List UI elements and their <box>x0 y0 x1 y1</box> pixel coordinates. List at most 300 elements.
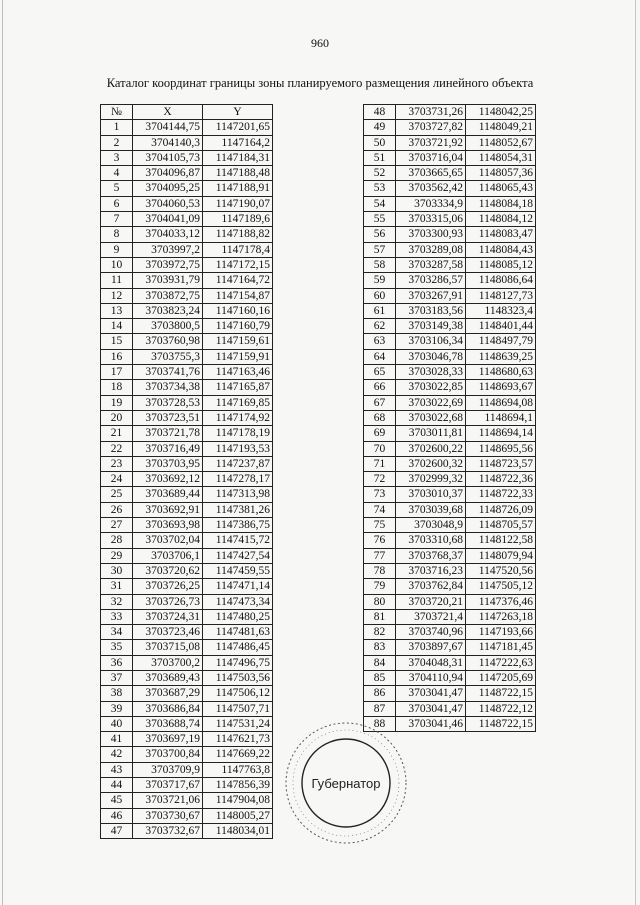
y-coordinate-cell: 1148639,25 <box>466 349 536 364</box>
x-coordinate-cell: 3703760,98 <box>133 334 203 349</box>
x-coordinate-cell: 3703715,08 <box>133 640 203 655</box>
point-number-cell: 43 <box>101 762 133 777</box>
y-coordinate-cell: 1148722,12 <box>466 701 536 716</box>
point-number-cell: 87 <box>364 701 396 716</box>
point-number-cell: 23 <box>101 456 133 471</box>
point-number-cell: 32 <box>101 594 133 609</box>
x-coordinate-cell: 3702999,32 <box>396 472 466 487</box>
y-coordinate-cell: 1148694,08 <box>466 395 536 410</box>
table-row <box>364 472 536 487</box>
y-coordinate-cell: 1148722,15 <box>466 716 536 731</box>
table-row <box>101 273 273 288</box>
y-coordinate-cell: 1147481,63 <box>203 625 273 640</box>
y-coordinate-cell: 1147505,12 <box>466 579 536 594</box>
scan-edge <box>2 0 3 905</box>
x-coordinate-cell: 3703011,81 <box>396 426 466 441</box>
y-coordinate-cell: 1148034,01 <box>203 823 273 838</box>
table-row <box>364 135 536 150</box>
y-coordinate-cell: 1148057,36 <box>466 166 536 181</box>
x-coordinate-cell: 3703039,68 <box>396 502 466 517</box>
point-number-cell: 5 <box>101 181 133 196</box>
x-coordinate-cell: 3703726,25 <box>133 579 203 594</box>
y-coordinate-cell: 1147172,15 <box>203 257 273 272</box>
table-row <box>101 548 273 563</box>
table-row <box>364 426 536 441</box>
table-row <box>364 166 536 181</box>
y-coordinate-cell: 1147480,25 <box>203 609 273 624</box>
point-number-cell: 54 <box>364 196 396 211</box>
x-coordinate-cell: 3703972,75 <box>133 257 203 272</box>
y-coordinate-cell: 1147165,87 <box>203 380 273 395</box>
table-row <box>364 242 536 257</box>
x-coordinate-cell: 3703300,93 <box>396 227 466 242</box>
table-row <box>101 410 273 425</box>
y-coordinate-cell: 1147222,63 <box>466 655 536 670</box>
point-number-cell: 86 <box>364 686 396 701</box>
point-number-cell: 70 <box>364 441 396 456</box>
y-coordinate-cell: 1147376,46 <box>466 594 536 609</box>
table-row <box>364 380 536 395</box>
table-row <box>364 655 536 670</box>
point-number-cell: 22 <box>101 441 133 456</box>
point-number-cell: 53 <box>364 181 396 196</box>
x-coordinate-cell: 3703688,74 <box>133 716 203 731</box>
x-coordinate-cell: 3703028,33 <box>396 365 466 380</box>
x-coordinate-cell: 3704060,53 <box>133 196 203 211</box>
table-row <box>101 181 273 196</box>
table-row <box>364 701 536 716</box>
y-coordinate-cell: 1148042,25 <box>466 105 536 120</box>
table-row <box>364 410 536 425</box>
table-row <box>101 456 273 471</box>
table-row <box>101 747 273 762</box>
point-number-cell: 84 <box>364 655 396 670</box>
table-header-row <box>101 105 273 120</box>
table-row <box>364 273 536 288</box>
table-row <box>101 380 273 395</box>
table-row <box>101 793 273 808</box>
x-coordinate-cell: 3703741,76 <box>133 365 203 380</box>
point-number-cell: 28 <box>101 533 133 548</box>
point-number-cell: 62 <box>364 319 396 334</box>
table-row <box>364 441 536 456</box>
table-row <box>101 518 273 533</box>
point-number-cell: 66 <box>364 380 396 395</box>
x-coordinate-cell: 3703716,04 <box>396 150 466 165</box>
point-number-cell: 7 <box>101 212 133 227</box>
y-coordinate-cell: 1148085,12 <box>466 257 536 272</box>
y-coordinate-cell: 1147263,18 <box>466 609 536 624</box>
x-coordinate-cell: 3703709,9 <box>133 762 203 777</box>
x-coordinate-cell: 3704048,31 <box>396 655 466 670</box>
point-number-cell: 46 <box>101 808 133 823</box>
stamp-label: Губернатор <box>311 776 381 791</box>
point-number-cell: 63 <box>364 334 396 349</box>
y-coordinate-cell: 1147190,07 <box>203 196 273 211</box>
x-coordinate-cell: 3703723,46 <box>133 625 203 640</box>
x-coordinate-cell: 3703700,84 <box>133 747 203 762</box>
y-coordinate-cell: 1148694,1 <box>466 410 536 425</box>
y-coordinate-cell: 1148084,18 <box>466 196 536 211</box>
table-row <box>364 594 536 609</box>
point-number-cell: 15 <box>101 334 133 349</box>
table-row <box>364 609 536 624</box>
x-coordinate-cell: 3704110,94 <box>396 670 466 685</box>
point-number-cell: 41 <box>101 732 133 747</box>
point-number-cell: 77 <box>364 548 396 563</box>
y-coordinate-cell: 1147163,46 <box>203 365 273 380</box>
y-coordinate-cell: 1148722,33 <box>466 487 536 502</box>
y-coordinate-cell: 1147184,31 <box>203 150 273 165</box>
y-coordinate-cell: 1148680,63 <box>466 365 536 380</box>
y-coordinate-cell: 1147164,72 <box>203 273 273 288</box>
point-number-cell: 26 <box>101 502 133 517</box>
x-coordinate-cell: 3703716,23 <box>396 563 466 578</box>
y-coordinate-cell: 1147427,54 <box>203 548 273 563</box>
table-row <box>101 762 273 777</box>
table-row <box>364 670 536 685</box>
table-row <box>101 441 273 456</box>
x-coordinate-cell: 3703689,44 <box>133 487 203 502</box>
x-coordinate-cell: 3703692,91 <box>133 502 203 517</box>
x-coordinate-cell: 3703665,65 <box>396 166 466 181</box>
table-row <box>101 686 273 701</box>
x-coordinate-cell: 3703721,92 <box>396 135 466 150</box>
point-number-cell: 30 <box>101 563 133 578</box>
x-coordinate-cell: 3703687,29 <box>133 686 203 701</box>
y-coordinate-cell: 1148722,15 <box>466 686 536 701</box>
x-coordinate-cell: 3703041,47 <box>396 686 466 701</box>
y-coordinate-cell: 1148722,36 <box>466 472 536 487</box>
point-number-cell: 76 <box>364 533 396 548</box>
x-coordinate-cell: 3703310,68 <box>396 533 466 548</box>
x-coordinate-cell: 3703724,31 <box>133 609 203 624</box>
point-number-cell: 8 <box>101 227 133 242</box>
document-caption: Каталог координат границы зоны планируемого размещения линейного объекта <box>106 76 534 90</box>
point-number-cell: 59 <box>364 273 396 288</box>
table-row <box>364 105 536 120</box>
table-row <box>364 487 536 502</box>
point-number-cell: 64 <box>364 349 396 364</box>
table-row <box>364 518 536 533</box>
point-number-cell: 29 <box>101 548 133 563</box>
y-coordinate-cell: 1148083,47 <box>466 227 536 242</box>
point-number-cell: 49 <box>364 120 396 135</box>
x-coordinate-cell: 3703693,98 <box>133 518 203 533</box>
x-coordinate-cell: 3703334,9 <box>396 196 466 211</box>
y-coordinate-cell: 1147856,39 <box>203 778 273 793</box>
point-number-cell: 48 <box>364 105 396 120</box>
point-number-cell: 39 <box>101 701 133 716</box>
table-row <box>101 257 273 272</box>
point-number-cell: 80 <box>364 594 396 609</box>
y-coordinate-cell: 1147159,91 <box>203 349 273 364</box>
point-number-cell: 38 <box>101 686 133 701</box>
table-row <box>101 732 273 747</box>
y-coordinate-cell: 1148065,43 <box>466 181 536 196</box>
table-row <box>101 563 273 578</box>
point-number-cell: 33 <box>101 609 133 624</box>
y-coordinate-cell: 1147471,14 <box>203 579 273 594</box>
point-number-cell: 19 <box>101 395 133 410</box>
point-number-cell: 52 <box>364 166 396 181</box>
x-coordinate-cell: 3703823,24 <box>133 303 203 318</box>
table-row <box>101 487 273 502</box>
y-coordinate-cell: 1148049,21 <box>466 120 536 135</box>
y-coordinate-cell: 1148695,56 <box>466 441 536 456</box>
x-coordinate-cell: 3703689,43 <box>133 670 203 685</box>
point-number-cell: 2 <box>101 135 133 150</box>
table-row <box>364 456 536 471</box>
coordinates-table-right <box>363 104 536 732</box>
point-number-cell: 81 <box>364 609 396 624</box>
x-coordinate-cell: 3703022,85 <box>396 380 466 395</box>
point-number-cell: 3 <box>101 150 133 165</box>
point-number-cell: 16 <box>101 349 133 364</box>
table-row <box>101 640 273 655</box>
point-number-cell: 85 <box>364 670 396 685</box>
table-row <box>101 472 273 487</box>
y-coordinate-cell: 1147415,72 <box>203 533 273 548</box>
x-coordinate-cell: 3703872,75 <box>133 288 203 303</box>
table-row <box>364 395 536 410</box>
y-coordinate-cell: 1148497,79 <box>466 334 536 349</box>
point-number-cell: 34 <box>101 625 133 640</box>
y-coordinate-cell: 1147169,85 <box>203 395 273 410</box>
point-number-cell: 21 <box>101 426 133 441</box>
table-row <box>101 808 273 823</box>
y-coordinate-cell: 1147159,61 <box>203 334 273 349</box>
point-number-cell: 27 <box>101 518 133 533</box>
x-coordinate-cell: 3703106,34 <box>396 334 466 349</box>
y-coordinate-cell: 1147278,17 <box>203 472 273 487</box>
point-number-cell: 18 <box>101 380 133 395</box>
x-coordinate-cell: 3703734,38 <box>133 380 203 395</box>
table-row <box>101 365 273 380</box>
x-coordinate-cell: 3703022,69 <box>396 395 466 410</box>
x-coordinate-cell: 3703041,46 <box>396 716 466 731</box>
point-number-cell: 50 <box>364 135 396 150</box>
x-coordinate-cell: 3703931,79 <box>133 273 203 288</box>
x-coordinate-cell: 3703562,42 <box>396 181 466 196</box>
table-row <box>101 227 273 242</box>
y-coordinate-cell: 1147193,66 <box>466 625 536 640</box>
y-coordinate-cell: 1147520,56 <box>466 563 536 578</box>
x-coordinate-cell: 3703048,9 <box>396 518 466 533</box>
y-coordinate-cell: 1148122,58 <box>466 533 536 548</box>
x-coordinate-cell: 3703720,21 <box>396 594 466 609</box>
table-row <box>364 196 536 211</box>
x-coordinate-cell: 3703800,5 <box>133 319 203 334</box>
table-row <box>101 319 273 334</box>
table-row <box>101 579 273 594</box>
table-row <box>101 303 273 318</box>
table-row <box>364 625 536 640</box>
table-row <box>101 288 273 303</box>
x-coordinate-cell: 3703717,67 <box>133 778 203 793</box>
table-row <box>101 701 273 716</box>
point-number-cell: 57 <box>364 242 396 257</box>
table-row <box>101 120 273 135</box>
y-coordinate-cell: 1147164,2 <box>203 135 273 150</box>
x-coordinate-cell: 3703897,67 <box>396 640 466 655</box>
table-row <box>364 349 536 364</box>
x-coordinate-cell: 3702600,32 <box>396 456 466 471</box>
x-coordinate-cell: 3703700,2 <box>133 655 203 670</box>
x-coordinate-cell: 3703716,49 <box>133 441 203 456</box>
y-coordinate-cell: 1147188,91 <box>203 181 273 196</box>
scan-edge <box>635 0 636 905</box>
y-coordinate-cell: 1147160,79 <box>203 319 273 334</box>
y-coordinate-cell: 1148127,73 <box>466 288 536 303</box>
table-row <box>101 196 273 211</box>
point-number-cell: 69 <box>364 426 396 441</box>
y-coordinate-cell: 1147473,34 <box>203 594 273 609</box>
table-row <box>101 349 273 364</box>
y-coordinate-cell: 1147496,75 <box>203 655 273 670</box>
x-coordinate-cell: 3703721,4 <box>396 609 466 624</box>
x-coordinate-cell: 3703728,53 <box>133 395 203 410</box>
point-number-cell: 20 <box>101 410 133 425</box>
x-coordinate-cell: 3703706,1 <box>133 548 203 563</box>
x-coordinate-cell: 3703286,57 <box>396 273 466 288</box>
table-row <box>364 533 536 548</box>
x-coordinate-cell: 3703289,08 <box>396 242 466 257</box>
x-coordinate-cell: 3703686,84 <box>133 701 203 716</box>
y-coordinate-cell: 1148084,43 <box>466 242 536 257</box>
point-number-cell: 71 <box>364 456 396 471</box>
y-coordinate-cell: 1147201,65 <box>203 120 273 135</box>
table-row <box>101 655 273 670</box>
point-number-cell: 88 <box>364 716 396 731</box>
y-coordinate-cell: 1148693,67 <box>466 380 536 395</box>
y-coordinate-cell: 1148086,64 <box>466 273 536 288</box>
table-row <box>101 242 273 257</box>
point-number-cell: 9 <box>101 242 133 257</box>
governor-seal-stamp <box>283 720 409 846</box>
point-number-cell: 13 <box>101 303 133 318</box>
point-number-cell: 83 <box>364 640 396 655</box>
y-coordinate-cell: 1147904,08 <box>203 793 273 808</box>
point-number-cell: 17 <box>101 365 133 380</box>
table-row <box>101 716 273 731</box>
table-row <box>364 303 536 318</box>
table-row <box>364 502 536 517</box>
x-coordinate-cell: 3703726,73 <box>133 594 203 609</box>
point-number-cell: 24 <box>101 472 133 487</box>
point-number-cell: 58 <box>364 257 396 272</box>
point-number-cell: 36 <box>101 655 133 670</box>
y-coordinate-cell: 1148694,14 <box>466 426 536 441</box>
y-coordinate-cell: 1147181,45 <box>466 640 536 655</box>
point-number-cell: 4 <box>101 166 133 181</box>
column-header-x: X <box>133 105 203 120</box>
x-coordinate-cell: 3703010,37 <box>396 487 466 502</box>
point-number-cell: 78 <box>364 563 396 578</box>
x-coordinate-cell: 3703755,3 <box>133 349 203 364</box>
point-number-cell: 1 <box>101 120 133 135</box>
x-coordinate-cell: 3704095,25 <box>133 181 203 196</box>
point-number-cell: 37 <box>101 670 133 685</box>
y-coordinate-cell: 1147174,92 <box>203 410 273 425</box>
x-coordinate-cell: 3703697,19 <box>133 732 203 747</box>
y-coordinate-cell: 1147386,75 <box>203 518 273 533</box>
point-number-cell: 75 <box>364 518 396 533</box>
table-row <box>101 212 273 227</box>
point-number-cell: 82 <box>364 625 396 640</box>
point-number-cell: 55 <box>364 212 396 227</box>
point-number-cell: 74 <box>364 502 396 517</box>
x-coordinate-cell: 3703997,2 <box>133 242 203 257</box>
point-number-cell: 25 <box>101 487 133 502</box>
x-coordinate-cell: 3703721,78 <box>133 426 203 441</box>
point-number-cell: 73 <box>364 487 396 502</box>
point-number-cell: 60 <box>364 288 396 303</box>
y-coordinate-cell: 1148323,4 <box>466 303 536 318</box>
point-number-cell: 51 <box>364 150 396 165</box>
table-row <box>364 181 536 196</box>
table-row <box>364 686 536 701</box>
table-row <box>101 823 273 838</box>
x-coordinate-cell: 3703721,06 <box>133 793 203 808</box>
y-coordinate-cell: 1147178,4 <box>203 242 273 257</box>
y-coordinate-cell: 1147237,87 <box>203 456 273 471</box>
point-number-cell: 40 <box>101 716 133 731</box>
y-coordinate-cell: 1147486,45 <box>203 640 273 655</box>
y-coordinate-cell: 1148705,57 <box>466 518 536 533</box>
page-number: 960 <box>311 36 329 50</box>
table-row <box>364 563 536 578</box>
x-coordinate-cell: 3704033,12 <box>133 227 203 242</box>
x-coordinate-cell: 3704140,3 <box>133 135 203 150</box>
table-row <box>364 288 536 303</box>
table-row <box>101 502 273 517</box>
y-coordinate-cell: 1148726,09 <box>466 502 536 517</box>
table-row <box>101 334 273 349</box>
y-coordinate-cell: 1147621,73 <box>203 732 273 747</box>
x-coordinate-cell: 3704105,73 <box>133 150 203 165</box>
coordinates-table-left <box>100 104 273 839</box>
point-number-cell: 47 <box>101 823 133 838</box>
y-coordinate-cell: 1147160,16 <box>203 303 273 318</box>
point-number-cell: 42 <box>101 747 133 762</box>
x-coordinate-cell: 3703315,06 <box>396 212 466 227</box>
table-row <box>101 135 273 150</box>
table-row <box>101 166 273 181</box>
table-row <box>364 548 536 563</box>
x-coordinate-cell: 3703183,56 <box>396 303 466 318</box>
y-coordinate-cell: 1147189,6 <box>203 212 273 227</box>
table-row <box>364 640 536 655</box>
x-coordinate-cell: 3703740,96 <box>396 625 466 640</box>
y-coordinate-cell: 1147188,82 <box>203 227 273 242</box>
x-coordinate-cell: 3703046,78 <box>396 349 466 364</box>
table-row <box>364 579 536 594</box>
table-row <box>364 227 536 242</box>
x-coordinate-cell: 3704144,75 <box>133 120 203 135</box>
table-row <box>364 334 536 349</box>
y-coordinate-cell: 1147178,19 <box>203 426 273 441</box>
y-coordinate-cell: 1147313,98 <box>203 487 273 502</box>
point-number-cell: 11 <box>101 273 133 288</box>
x-coordinate-cell: 3703041,47 <box>396 701 466 716</box>
point-number-cell: 6 <box>101 196 133 211</box>
point-number-cell: 10 <box>101 257 133 272</box>
x-coordinate-cell: 3703703,95 <box>133 456 203 471</box>
x-coordinate-cell: 3703723,51 <box>133 410 203 425</box>
table-row <box>101 670 273 685</box>
point-number-cell: 45 <box>101 793 133 808</box>
